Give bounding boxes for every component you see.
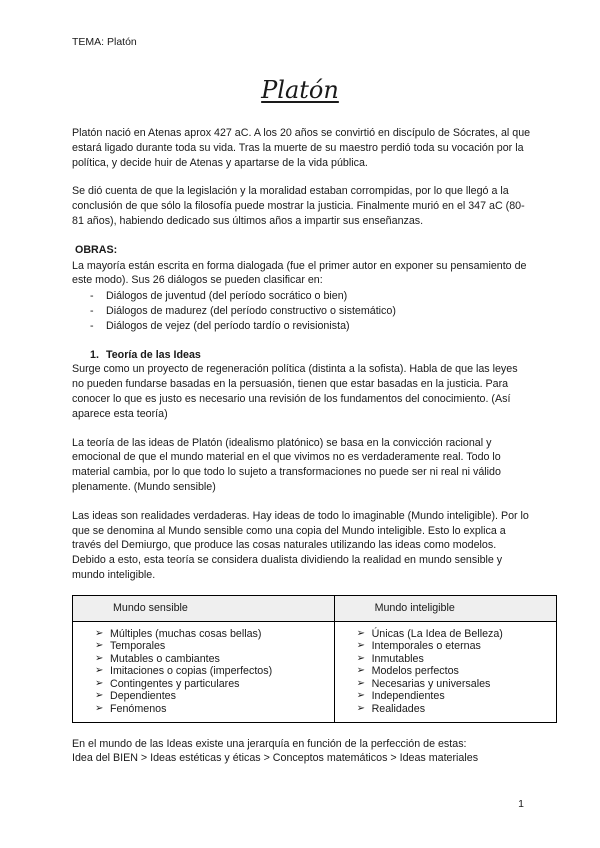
obras-list [72, 289, 532, 333]
list-item: - Diálogos de juventud (del período socrático o bien) [72, 289, 532, 304]
list-item: - Diálogos de vejez (del período tardío o revisionista) [72, 319, 532, 334]
table-cell-inteligible [334, 621, 556, 722]
table-header-inteligible: Mundo inteligible [334, 595, 556, 621]
list-item: ➢ Múltiples (muchas cosas bellas) [95, 628, 328, 641]
worlds-table [72, 595, 557, 723]
document-body [72, 126, 532, 766]
list-item: ➢ Modelos perfectos [357, 665, 550, 678]
list-item: ➢ Intemporales o eternas [357, 640, 550, 653]
list-item: ➢ Mutables o cambiantes [95, 653, 328, 666]
closing-line-1: En el mundo de las Ideas existe una jerarquía en función de la perfección de estas: [72, 737, 467, 750]
intro-paragraph-2: Se dió cuenta de que la legislación y la moralidad estaban corrompidas, por lo que llegó a la conclusión de que sólo la filosofía puede mostrar la justicia. Finalmente murió en el 347 aC (80-81 años), habiendo dedicado sus últimos años a impartir sus enseñanzas. [72, 185, 525, 227]
obras-paragraph: La mayoría están escrita en forma dialogada (fue el primer autor en exponer su pensamiento de este modo). Sus 26 diálogos se pueden clasificar en: [72, 259, 527, 287]
list-item: ➢ Inmutables [357, 653, 550, 666]
section-title: Teoría de las Ideas [106, 348, 201, 361]
table-header-row [73, 595, 557, 621]
list-item: - Diálogos de madurez (del período constructivo o sistemático) [72, 304, 532, 319]
obras-heading: OBRAS: [75, 243, 118, 256]
section-paragraph-3: Las ideas son realidades verdaderas. Hay ideas de todo lo imaginable (Mundo inteligible). Por lo que se denomina al Mundo sensible como una copia del Mundo inteligible. Esto lo explica a través del Demiurgo, que produce las cosas naturales utilizando las ideas como modelos. Debido a esto, esta teoría se considera dualista dividiendo la realidad en mundo sensible y mundo inteligible. [72, 509, 529, 581]
list-item: ➢ Dependientes [95, 690, 328, 703]
section-paragraph-1: Surge como un proyecto de regeneración política (distinta a la sofista). Habla de que las leyes no pueden fundarse basadas en la persuasión, tienen que estar basadas en la justicia. Para conocer lo que es justo es necesario una revisión de los fundamentos del conocimiento. (Así aparece esta teoría) [72, 363, 518, 420]
page-number: 1 [518, 798, 524, 810]
section-number: 1. [90, 348, 99, 361]
section-heading [72, 348, 532, 363]
page-header: TEMA: Platón [72, 36, 137, 48]
list-item: ➢ Fenómenos [95, 703, 328, 716]
list-item: ➢ Independientes [357, 690, 550, 703]
table-cell-sensible [73, 621, 335, 722]
table-row [73, 621, 557, 722]
list-item: ➢ Realidades [357, 703, 550, 716]
list-item: ➢ Contingentes y particulares [95, 678, 328, 691]
intro-paragraph-1: Platón nació en Atenas aprox 427 aC. A los 20 años se convirtió en discípulo de Sócrates, al que estará ligado durante toda su vida. Tras la muerte de su maestro perdió toda su vocación por la política, y decide huir de Atenas y apartarse de la vida pública. [72, 127, 531, 169]
closing-line-2: Idea del BIEN > Ideas estéticas y éticas > Conceptos matemáticos > Ideas materiales [72, 752, 479, 765]
document-title: Platón [261, 76, 339, 104]
list-item: ➢ Únicas (La Idea de Belleza) [357, 628, 550, 641]
list-item: ➢ Necesarias y universales [357, 678, 550, 691]
list-item: ➢ Imitaciones o copias (imperfectos) [95, 665, 328, 678]
section-paragraph-2: La teoría de las ideas de Platón (idealismo platónico) se basa en la convicción racional y emocional de que el mundo material en el que vivimos no es verdaderamente real. Todo lo material cambia, por lo que todo lo sujeto a transformaciones no puede ser ni real ni válido plenamente. (Mundo sensible) [72, 436, 501, 493]
table-header-sensible: Mundo sensible [73, 595, 335, 621]
list-item: ➢ Temporales [95, 640, 328, 653]
